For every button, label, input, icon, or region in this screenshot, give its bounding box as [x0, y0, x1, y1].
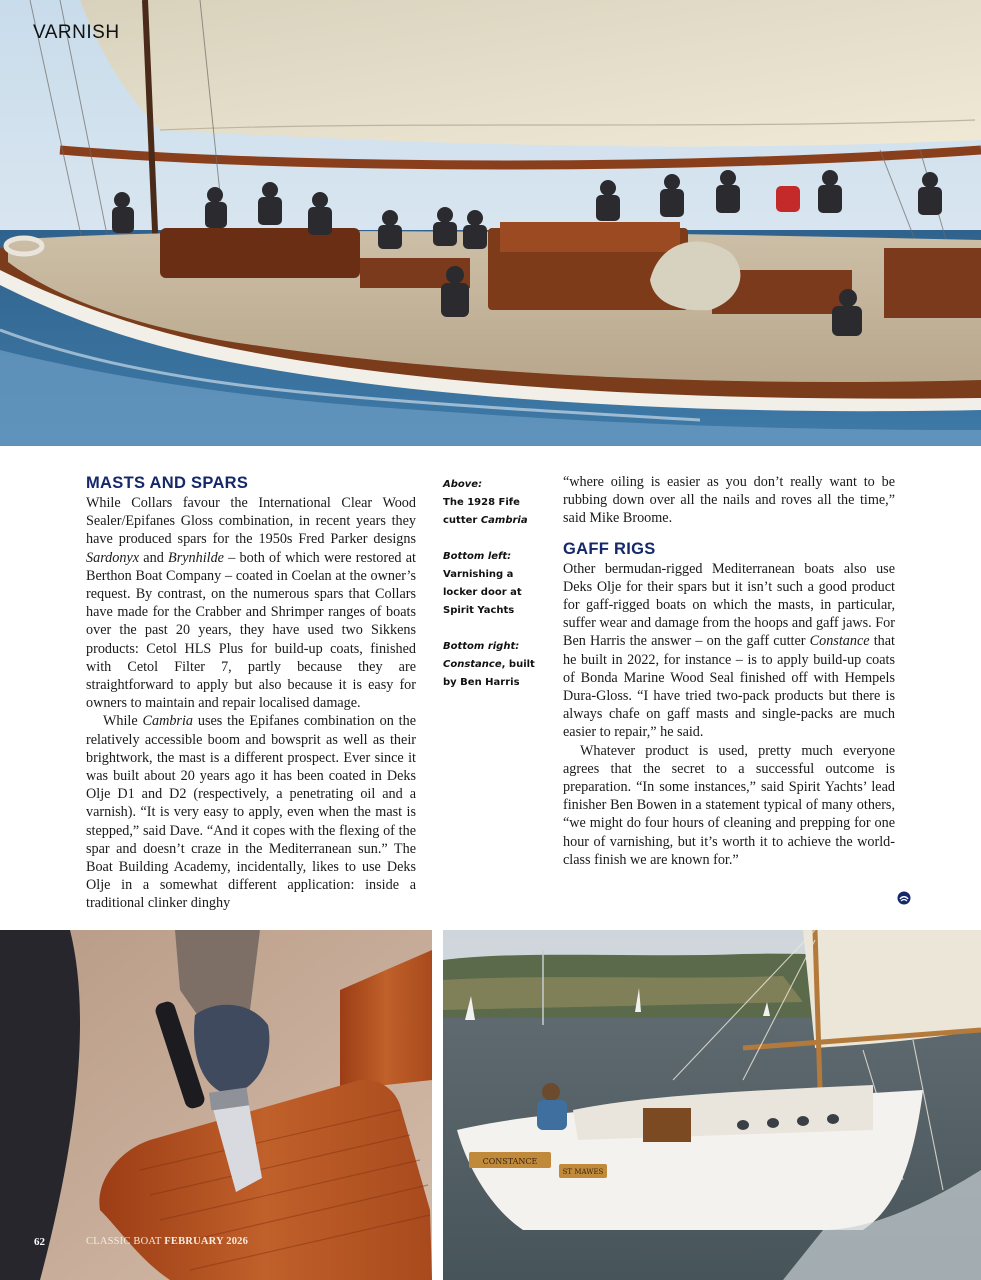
skylight-top: [500, 222, 680, 252]
paragraph-5: Whatever product is used, pretty much everyone agrees that the secret to a successful outcome is preparation. “In some instances,” said Spirit Yachts’ lead finisher Ben Bowen in a statement typical of many others, “we might do four hours of cleaning and prepping for one hour of varnishing, but it’s worth it to achieve the world-class finish we are known for.”: [563, 742, 895, 868]
paragraph-2: While Cambria uses the Epifanes combination on the relatively accessible boom and bowsprit as well as their brightwork, the mast is a different prospect. Ever since it was built about 20 years ago it has been coated in Deks Olje D1 and D2 (respectively, a penetrating oil and a varnish). “It is very easy to apply, even when the mast is stepped,” said Dave. “And it copes with the flexing of the spar and doesn’t craze in the Mediterranean sun.” The Boat Building Academy, incidentally, likes to use Deks Olje in a somewhat different application: inside a traditional clinker dinghy: [86, 713, 416, 912]
port-of-registry: ST MAWES: [562, 1168, 604, 1176]
heading-masts-and-spars: MASTS AND SPARS: [86, 474, 249, 492]
crew-red-jacket: [776, 186, 800, 212]
caption-bottom-right: Bottom right: Constance, built by Ben Harris: [443, 641, 535, 688]
magazine-issue: CLASSIC BOAT FEBRUARY 2026: [86, 1236, 249, 1247]
end-mark-icon: [897, 891, 911, 905]
hatch-grate-3: [884, 248, 981, 318]
paragraph-1: While Collars favour the International Clear Wood Sealer/Epifanes Gloss combination, in recent years they have produced spars for the 1950s Fred Parker designs Sardonyx and Brynhilde – both of which were restored at Berthon Boat Company – coated in Coelan at the owner’s request. By contrast, on the numerous spars that Collars have made for the Crabber and Shrimper ranges of boats over the past 20 years, they have used two Sikkens products: Cetol HLS Plus for build-up coats, finished with Cetol Filter 7, partly because they are straightforward to apply but also because it is easy for owners to maintain and repair localised damage.: [86, 495, 416, 712]
photo-captions: [443, 476, 538, 710]
caption-above: Above: The 1928 Fife cutter Cambria: [443, 479, 528, 526]
helmsman-head: [542, 1083, 560, 1101]
caption-bottom-left: Bottom left: Varnishing a locker door at Spirit Yachts: [443, 551, 522, 616]
hatch: [643, 1108, 691, 1142]
cambria-illustration: [0, 0, 981, 446]
article-column-left: [86, 474, 416, 913]
constance-illustration: [443, 930, 981, 1280]
helmsman-body: [537, 1100, 567, 1130]
page-number: 62: [34, 1236, 45, 1248]
paragraph-4: Other bermudan-rigged Mediterranean boats also use Deks Olje for their spars but it isn’t such a good product for gaff-rigged boats on which the masts, in particular, suffer wear and damage from the hoops and gaff jaws. For Ben Harris the answer – on the gaff cutter Constance that he built in 2022, for instance – is to apply build-up coats of Bonda Marine Wood Seal finished off with Hempels Dura-Gloss. “I have tried two-pack products but there is always chafe on gaff masts and single-packs are much easier to repair,” he said.: [563, 560, 895, 741]
transom-name: CONSTANCE: [482, 1157, 538, 1166]
article-column-right: [563, 473, 895, 869]
photo-varnishing-locker-door: [0, 930, 432, 1280]
top-photo-cambria: [0, 0, 981, 446]
photo-constance: [443, 930, 981, 1280]
varnishing-illustration: [0, 930, 432, 1280]
cockpit: [160, 228, 360, 278]
heading-gaff-rigs: GAFF RIGS: [563, 539, 656, 558]
section-label: VARNISH: [33, 22, 120, 43]
paragraph-3: “where oiling is easier as you don’t really want to be rubbing down over all the nails and roves all the time,” said Mike Broome.: [563, 474, 895, 527]
